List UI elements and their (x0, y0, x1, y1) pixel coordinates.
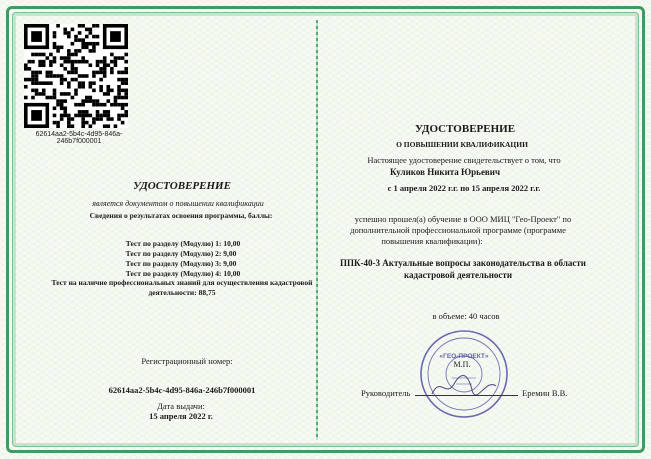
recipient-name: Куликов Никита Юрьевич (389, 167, 501, 177)
left-title: УДОСТОВЕРЕНИЕ (133, 180, 231, 192)
right-subtitle: О ПОВЫШЕНИИ КВАЛИФИКАЦИИ (396, 140, 528, 149)
program-title-line2: кадастровой деятельности (403, 270, 513, 280)
page-divider (316, 20, 318, 440)
stamp-place-label: М.П. (453, 360, 471, 369)
qr-code-icon (24, 24, 128, 128)
course-volume: в объеме: 40 часов (432, 311, 500, 321)
final-test-result: Тест на наличие профессиональных знаний для осуществления кадастровой (51, 278, 313, 287)
test-result: Тест по разделу (Модулю) 3: 9,00 (125, 259, 237, 268)
test-result: Тест по разделу (Модулю) 1: 10,00 (125, 239, 241, 248)
training-period: с 1 апреля 2022 г.г. по 15 апреля 2022 г.г. (387, 183, 541, 193)
training-text: успешно прошел(а) обучение в ООО МИЦ "Гео-Проект" по (354, 214, 572, 224)
results-heading: Сведения о результатах освоения программы, баллы: (89, 211, 273, 220)
program-title: ППК-40-3 Актуальные вопросы законодательства в области (340, 258, 586, 268)
reg-number: 62614aa2-5b4c-4d95-846a-246b7f000001 (108, 385, 256, 395)
qr-id-text: 62614aa2-5b4c-4d95-846a-246b7f000001 (35, 131, 123, 145)
final-test-result-line2: деятельности: 88,75 (148, 288, 216, 297)
head-name: Еремин В.В. (522, 388, 568, 398)
test-result: Тест по разделу (Модулю) 2: 9,00 (125, 249, 237, 258)
right-title: УДОСТОВЕРЕНИЕ (414, 123, 516, 135)
test-result: Тест по разделу (Модулю) 4: 10,00 (125, 269, 241, 278)
certify-text: Настоящее удостоверение свидетельствует о том, что (367, 155, 561, 165)
signature-icon (428, 372, 500, 400)
training-text-line2: дополнительной профессиональной программе (программе (350, 225, 566, 235)
svg-text:«ГЕО-ПРОЕКТ»: «ГЕО-ПРОЕКТ» (439, 353, 489, 360)
issue-date: 15 апреля 2022 г. (149, 411, 213, 421)
left-subtitle: является документом о повышении квалификации (92, 199, 264, 208)
head-label: Руководитель (361, 388, 411, 398)
training-text-line3: повышения квалификации): (381, 236, 483, 246)
issue-date-label: Дата выдачи: (157, 401, 205, 411)
reg-number-label: Регистрационный номер: (141, 356, 233, 366)
